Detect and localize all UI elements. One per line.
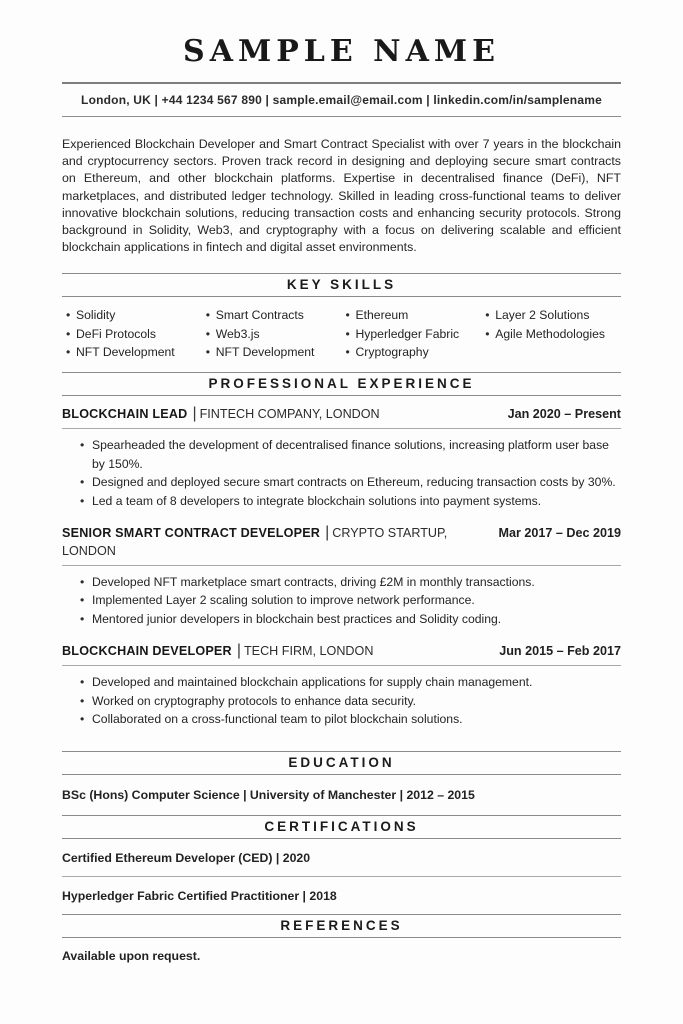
skill-item: • Hyperledger Fabric: [342, 325, 482, 344]
job-title-line: [62, 524, 498, 560]
job-title-line: [62, 642, 373, 660]
section-header-experience: PROFESSIONAL EXPERIENCE: [62, 372, 621, 396]
job-bullet: • Spearheaded the development of decentralised finance solutions, increasing platform user base by 150%.: [62, 436, 621, 473]
section-header-education: EDUCATION: [62, 751, 621, 775]
job-bullet: • Implemented Layer 2 scaling solution to improve network performance.: [62, 591, 621, 610]
education-entry: BSc (Hons) Computer Science | University of Manchester | 2012 – 2015: [62, 787, 475, 802]
job-entry-3: [62, 642, 621, 729]
skill-item: • NFT Development: [62, 343, 202, 362]
job-entry-2: [62, 524, 621, 629]
job-role: BLOCKCHAIN LEAD: [62, 406, 188, 421]
skill-item: • Agile Methodologies: [481, 325, 621, 344]
job-bullet-list: [62, 573, 621, 629]
job-bullet-list: [62, 436, 621, 511]
job-bullet: • Worked on cryptography protocols to enhance data security.: [62, 692, 621, 711]
skill-item: • Cryptography: [342, 343, 482, 362]
skill-item: • Layer 2 Solutions: [481, 306, 621, 325]
skill-item: • DeFi Protocols: [62, 325, 202, 344]
job-bullet: • Led a team of 8 developers to integrate blockchain solutions into payment systems.: [62, 492, 621, 511]
experience-block: [62, 405, 621, 742]
references-text: Available upon request.: [62, 948, 201, 963]
skill-item: • Ethereum: [342, 306, 482, 325]
skill-item: • Smart Contracts: [202, 306, 342, 325]
section-header-key-skills: KEY SKILLS: [62, 273, 621, 297]
job-dates: Jun 2015 – Feb 2017: [499, 643, 621, 658]
job-separator: |: [236, 641, 241, 659]
skill-item: • NFT Development: [202, 343, 342, 362]
candidate-name: SAMPLE NAME: [183, 34, 500, 69]
contact-line: London, UK | +44 1234 567 890 | sample.email@email.com | linkedin.com/in/samplename: [62, 84, 621, 117]
job-bullet: • Developed NFT marketplace smart contracts, driving £2M in monthly transactions.: [62, 573, 621, 592]
job-separator: |: [192, 404, 197, 422]
job-header: [62, 405, 621, 429]
section-header-references: REFERENCES: [62, 914, 621, 938]
job-header: [62, 642, 621, 666]
skill-item: • Web3.js: [202, 325, 342, 344]
job-bullet: • Developed and maintained blockchain applications for supply chain management.: [62, 673, 621, 692]
job-bullet: • Collaborated on a cross-functional team to pilot blockchain solutions.: [62, 710, 621, 729]
skills-column-1: [62, 306, 202, 362]
skills-column-3: [342, 306, 482, 362]
job-dates: Jan 2020 – Present: [507, 406, 621, 421]
job-company: FINTECH COMPANY, LONDON: [199, 406, 380, 421]
certification-entry: Certified Ethereum Developer (CED) | 2020: [62, 839, 621, 877]
skill-item: • Solidity: [62, 306, 202, 325]
skills-grid: [62, 297, 621, 372]
job-role: SENIOR SMART CONTRACT DEVELOPER: [62, 525, 321, 540]
job-separator: |: [325, 523, 330, 541]
skills-column-2: [202, 306, 342, 362]
job-role: BLOCKCHAIN DEVELOPER: [62, 643, 232, 658]
job-bullet: • Designed and deployed secure smart contracts on Ethereum, reducing transaction costs by 30%.: [62, 473, 621, 492]
job-dates: Mar 2017 – Dec 2019: [498, 525, 621, 540]
job-header: [62, 524, 621, 566]
skills-column-4: [481, 306, 621, 362]
profile-summary: Experienced Blockchain Developer and Smart Contract Specialist with over 7 years in the blockchain and cryptocurrency sectors. Proven track record in designing and deploying secure smart contracts on Ethereum, and other blockchain platforms. Expertise in decentralised finance (DeFi), NFT marketplaces, and distributed ledger technology. Skilled in leading cross-functional teams to deliver innovative blockchain solutions, reducing transaction costs and enhancing security protocols. Strong background in Solidity, Web3, and cryptography with a focus on delivering scalable and efficient blockchain applications in fintech and digital asset environments.: [62, 137, 621, 255]
job-company: CRYPTO STARTUP, LONDON: [62, 525, 448, 558]
certification-entry: Hyperledger Fabric Certified Practitioner | 2018: [62, 888, 337, 903]
job-bullet: • Mentored junior developers in blockchain best practices and Solidity coding.: [62, 610, 621, 629]
section-header-certifications: CERTIFICATIONS: [62, 815, 621, 839]
job-company: TECH FIRM, LONDON: [243, 643, 374, 658]
job-bullet-list: [62, 673, 621, 729]
job-title-line: [62, 405, 380, 423]
job-entry-1: [62, 405, 621, 511]
